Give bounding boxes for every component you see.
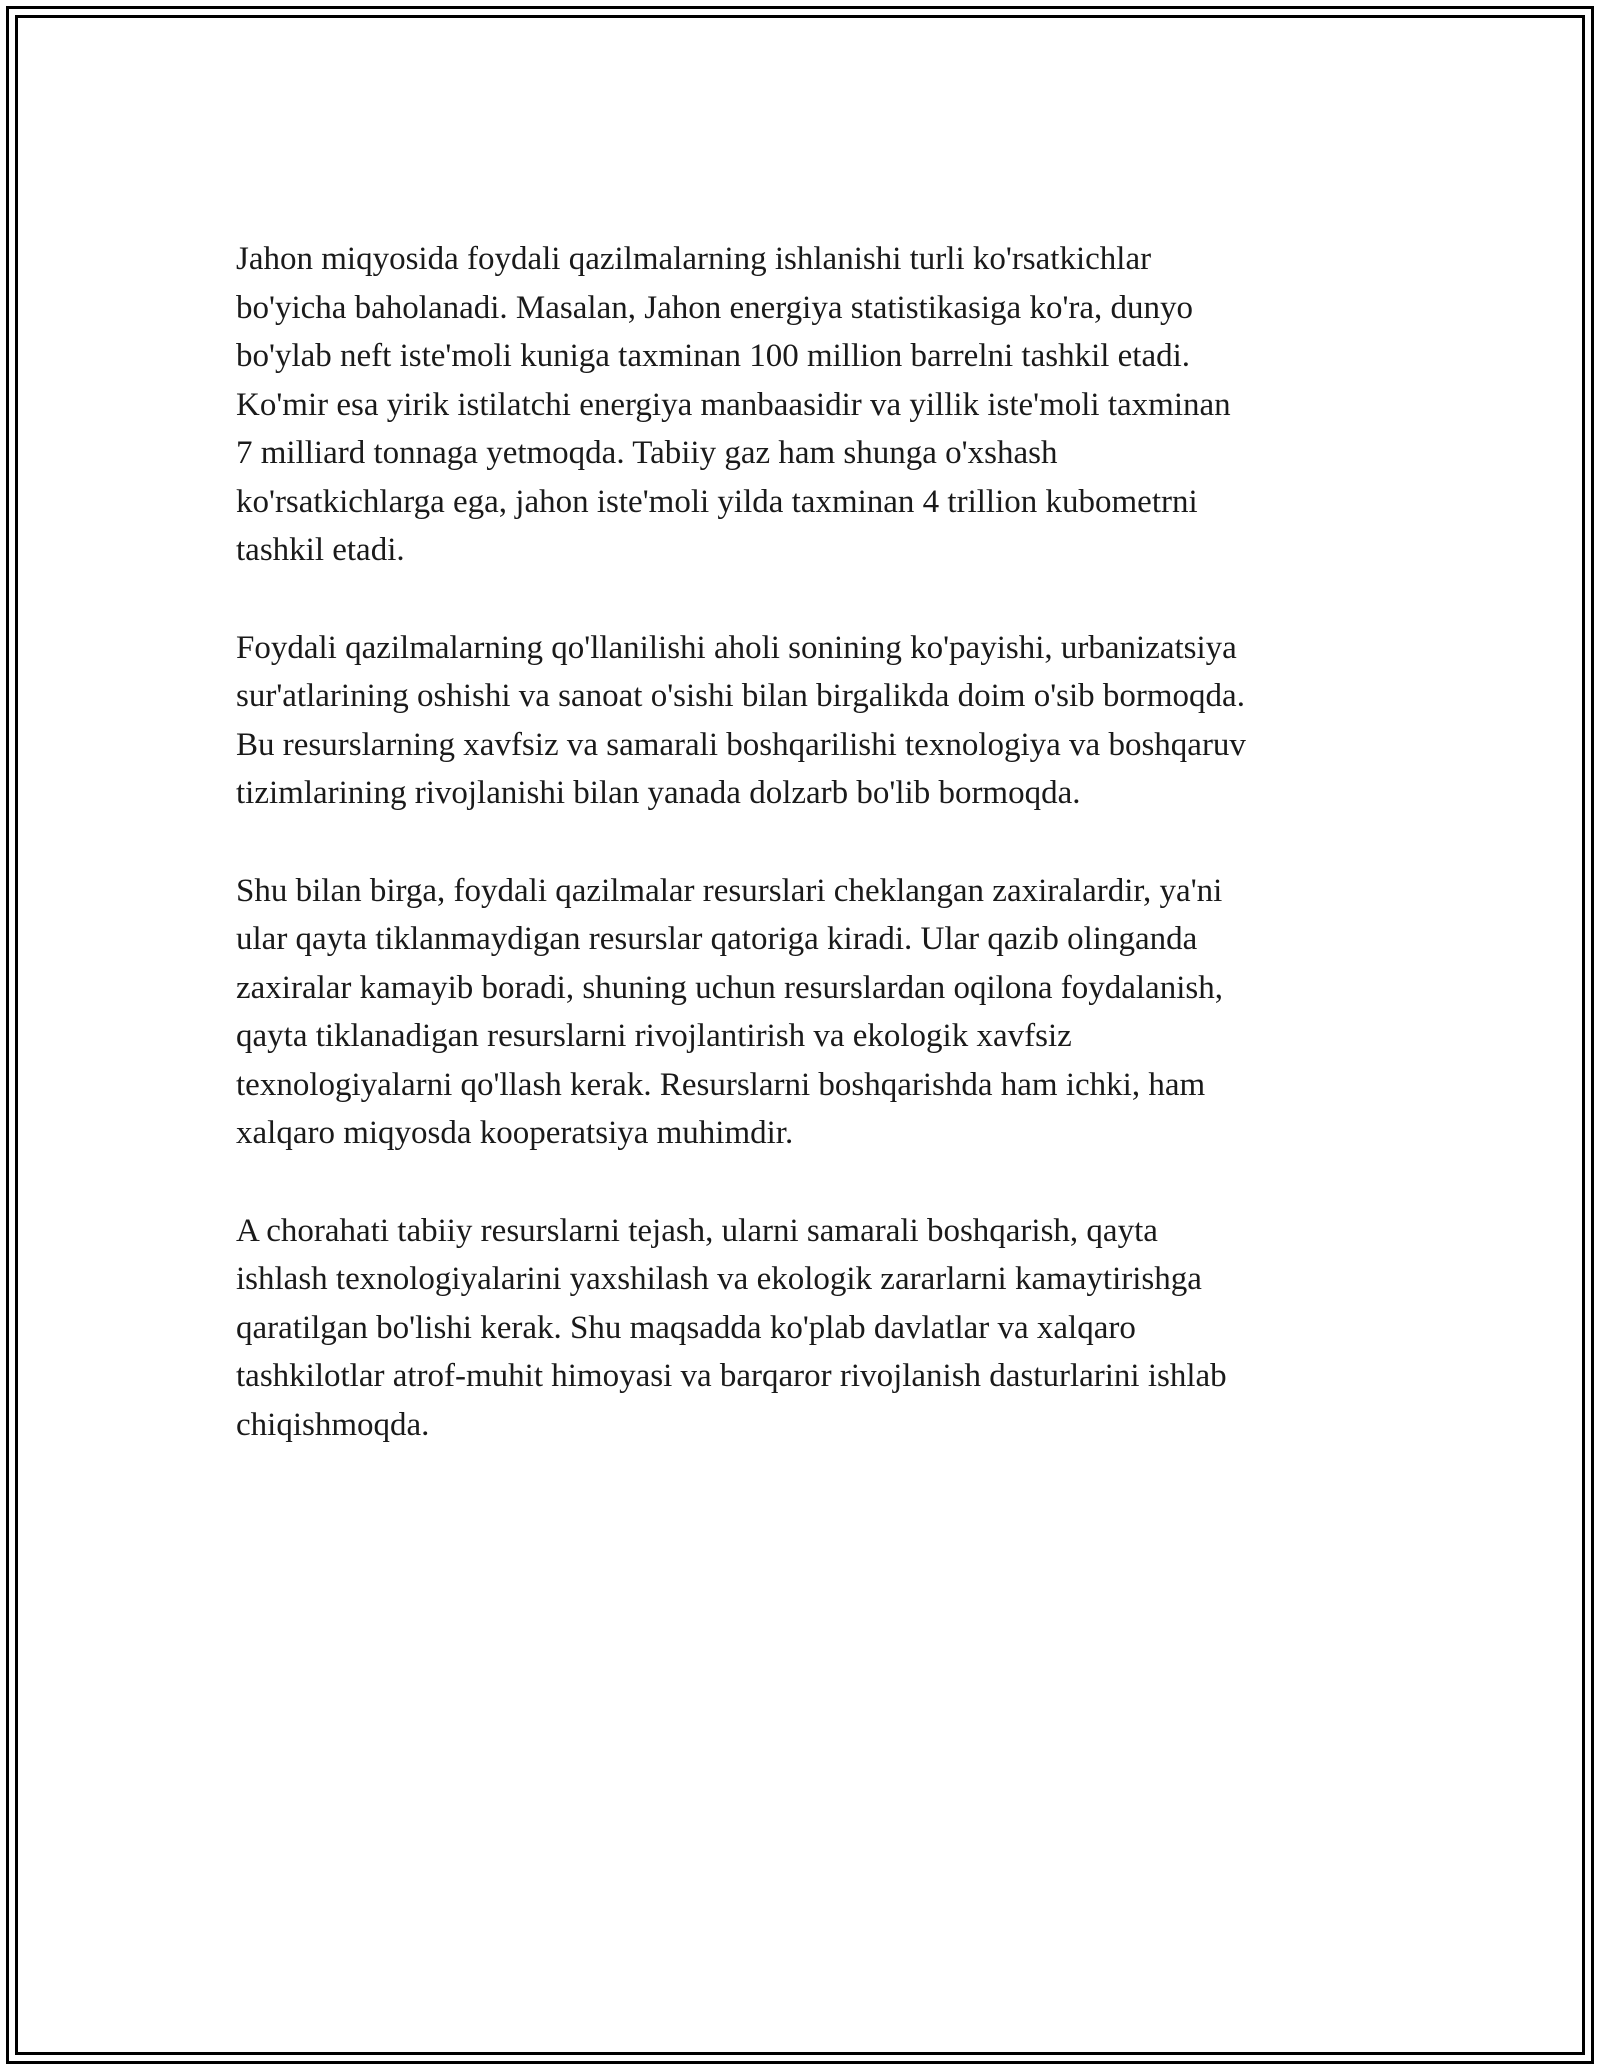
- text-line: bo'yicha baholanadi. Masalan, Jahon energiya statistikasiga ko'ra, dunyo: [236, 289, 1194, 326]
- text-line: 7 milliard tonnaga yetmoqda. Tabiiy gaz ham shunga o'xshash: [236, 435, 1058, 471]
- paragraph-2: [236, 624, 1386, 818]
- text-line: Jahon miqyosida foydali qazilmalarning ishlanishi turli ko'rsatkichlar: [236, 241, 1152, 277]
- text-line: ishlash texnologiyalarini yaxshilash va ekologik zararlarni kamaytirishga: [236, 1261, 1202, 1297]
- paragraph-4: [236, 1207, 1386, 1450]
- text-line: chiqishmoqda.: [236, 1406, 430, 1443]
- text-line: tizimlarining rivojlanishi bilan yanada dolzarb bo'lib bormoqda.: [236, 775, 1081, 811]
- text-line: ular qayta tiklanmaydigan resurslar qatoriga kiradi. Ular qazib olinganda: [236, 921, 1198, 957]
- text-line: zaxiralar kamayib boradi, shuning uchun resurslardan oqilona foydalanish,: [236, 969, 1223, 1006]
- document-body: [236, 235, 1386, 1498]
- text-line: Shu bilan birga, foydali qazilmalar resurslari cheklangan zaxiralardir, ya'ni: [236, 872, 1223, 909]
- text-line: Bu resurslarning xavfsiz va samarali boshqarilishi texnologiya va boshqaruv: [236, 726, 1246, 763]
- text-line: bo'ylab neft iste'moli kuniga taxminan 100 million barrelni tashkil etadi.: [236, 338, 1191, 374]
- text-line: A chorahati tabiiy resurslarni tejash, ularni samarali boshqarish, qayta: [236, 1212, 1158, 1249]
- text-line: texnologiyalarni qo'llash kerak. Resurslarni boshqarishda ham ichki, ham: [236, 1066, 1206, 1103]
- text-line: sur'atlarining oshishi va sanoat o'sishi bilan birgalikda doim o'sib bormoqda.: [236, 678, 1245, 714]
- text-line: ko'rsatkichlarga ega, jahon iste'moli yilda taxminan 4 trillion kubometrni: [236, 483, 1198, 520]
- text-line: qaratilgan bo'lishi kerak. Shu maqsadda ko'plab davlatlar va xalqaro: [236, 1309, 1136, 1346]
- text-line: tashkil etadi.: [236, 532, 405, 568]
- text-line: xalqaro miqyosda kooperatsiya muhimdir.: [236, 1115, 794, 1151]
- text-line: Ko'mir esa yirik istilatchi energiya manbaasidir va yillik iste'moli taxminan: [236, 386, 1231, 423]
- text-line: qayta tiklanadigan resurslarni rivojlantirish va ekologik xavfsiz: [236, 1018, 1072, 1054]
- paragraph-1: [236, 235, 1386, 575]
- text-line: tashkilotlar atrof-muhit himoyasi va barqaror rivojlanish dasturlarini ishlab: [236, 1358, 1227, 1394]
- text-line: Foydali qazilmalarning qo'llanilishi aholi sonining ko'payishi, urbanizatsiya: [236, 629, 1237, 666]
- paragraph-3: [236, 867, 1386, 1158]
